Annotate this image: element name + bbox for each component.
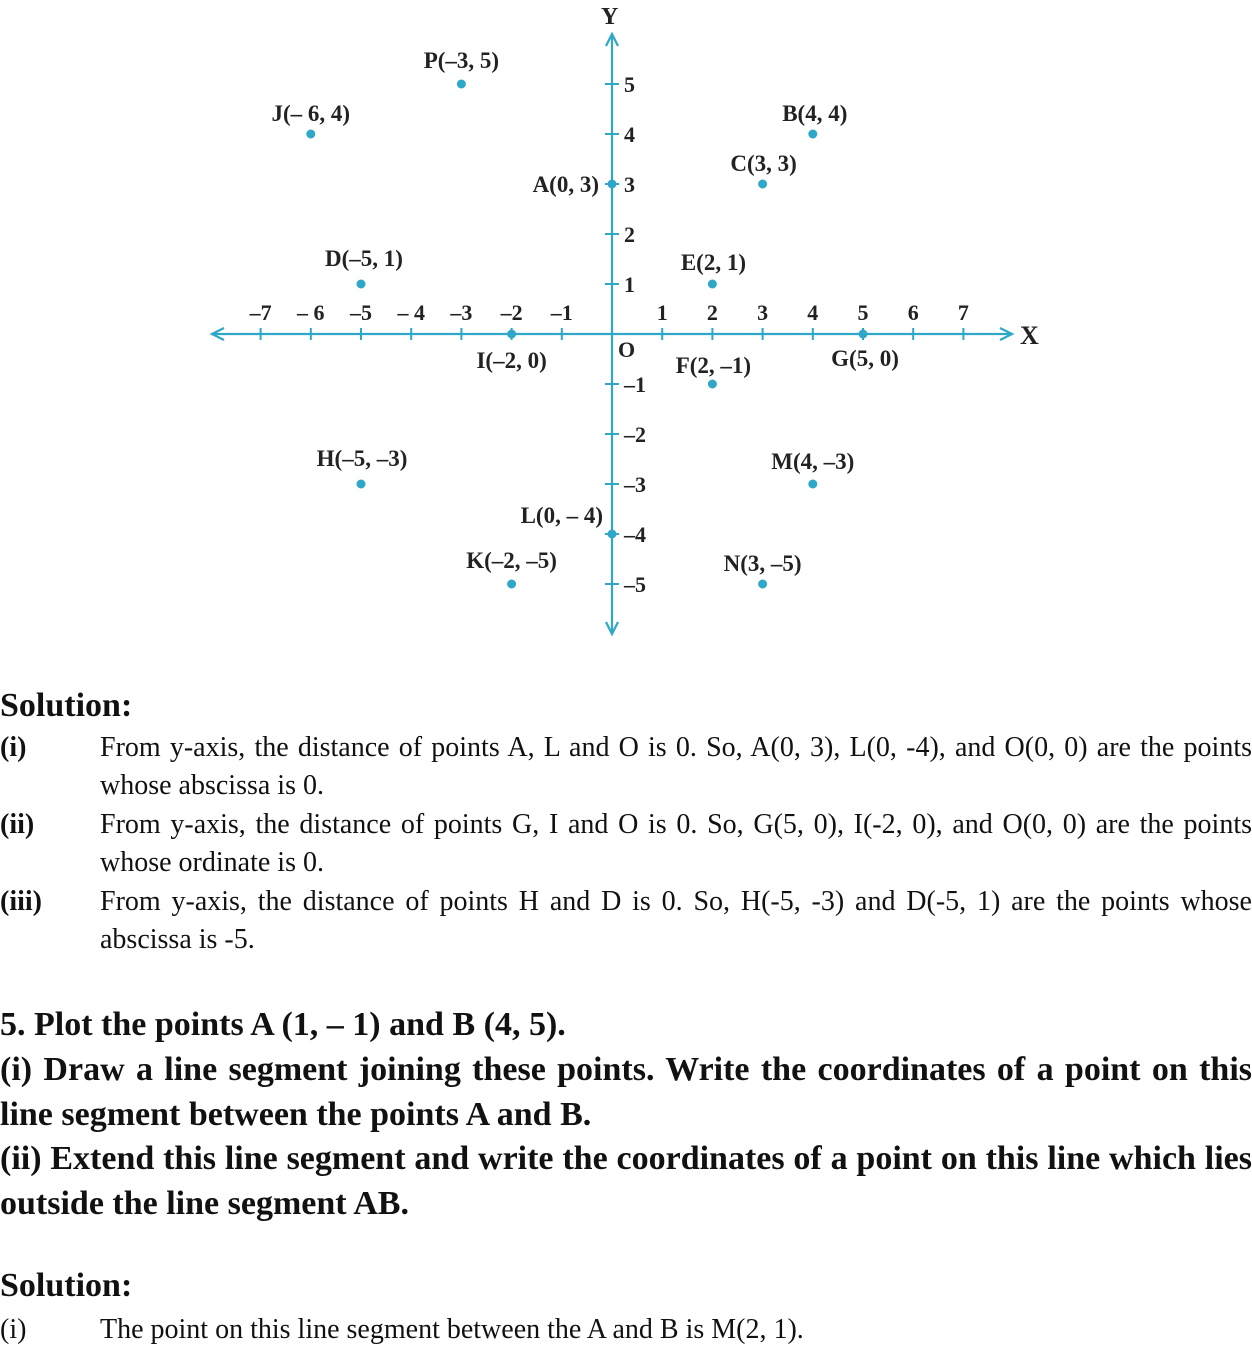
y-tick-label: 2 [624, 222, 635, 247]
item-text: From y-axis, the distance of points A, L and O is 0. So, A(0, 3), L(0, -4), and O(0, 0) are the points whose abscissa is 0. [100, 732, 1252, 801]
x-tick-label: – 6 [297, 300, 325, 325]
point-label-F: F(2, –1) [675, 353, 752, 378]
y-tick-label: –3 [624, 472, 646, 497]
point-B [808, 130, 817, 139]
point-label-P: P(–3, 5) [423, 48, 500, 73]
point-J [306, 130, 315, 139]
point-label-M: M(4, –3) [771, 449, 855, 474]
point-label-E: E(2, 1) [680, 250, 746, 275]
x-tick-label: 2 [706, 300, 718, 325]
solution-heading: Solution: [0, 687, 133, 724]
point-label-K: K(–2, –5) [466, 548, 557, 573]
point-label-H: H(–5, –3) [316, 446, 408, 471]
y-tick-label: 1 [624, 272, 635, 297]
y-tick-label: –4 [624, 522, 646, 547]
y-axis-label: Y [601, 4, 619, 30]
y-tick-label: 4 [624, 122, 635, 147]
point-label-G: G(5, 0) [831, 346, 899, 371]
point-D [357, 280, 366, 289]
point-F [708, 380, 717, 389]
point-label-L: L(0, – 4) [520, 503, 603, 528]
point-label-I: I(–2, 0) [476, 348, 547, 373]
x-tick-label: 5 [857, 300, 869, 325]
question-5-part-ii: (ii) Extend this line segment and write the coordinates of a point on this line which lies outside the line segment AB. [0, 1140, 1252, 1223]
x-tick-label: –7 [249, 300, 272, 325]
point-K [507, 580, 516, 589]
x-tick-label: – 4 [397, 300, 425, 325]
question-5-part-i: (i) Draw a line segment joining these points. Write the coordinates of a point on this line segment between the points A and B. [0, 1050, 1252, 1133]
coordinate-graph [0, 0, 1252, 650]
y-tick-label: –2 [624, 422, 646, 447]
point-E [708, 280, 717, 289]
point-H [357, 480, 366, 489]
point-P [457, 80, 466, 89]
point-N [758, 580, 767, 589]
point-label-D: D(–5, 1) [325, 246, 403, 271]
y-tick-label: 5 [624, 72, 635, 97]
x-tick-label: 7 [957, 300, 969, 325]
y-tick-label: 3 [624, 172, 635, 197]
item-text: The point on this line segment between the A and B is M(2, 1). [100, 1314, 804, 1345]
x-tick-label: –3 [450, 300, 473, 325]
question-5-title: 5. Plot the points A (1, – 1) and B (4, 5). [0, 1006, 566, 1043]
item-text: From y-axis, the distance of points G, I and O is 0. So, G(5, 0), I(-2, 0), and O(0, 0) are the points whose ordinate is 0. [100, 809, 1252, 878]
point-A [608, 180, 617, 189]
x-axis-label: X [1020, 321, 1039, 350]
item-number: (i) [0, 732, 27, 763]
item-text: From y-axis, the distance of points H and D is 0. So, H(-5, -3) and D(-5, 1) are the points whose abscissa is -5. [100, 886, 1252, 955]
point-M [808, 480, 817, 489]
point-label-A: A(0, 3) [532, 172, 599, 197]
x-tick-label: 3 [757, 300, 769, 325]
point-label-C: C(3, 3) [730, 151, 797, 176]
point-label-J: J(– 6, 4) [271, 101, 351, 126]
point-L [608, 530, 617, 539]
origin-label: O [618, 337, 636, 362]
point-label-N: N(3, –5) [723, 551, 802, 576]
solution-heading-2: Solution: [0, 1267, 133, 1304]
point-G [859, 330, 868, 339]
x-tick-label: 6 [907, 300, 919, 325]
x-tick-label: –5 [350, 300, 372, 325]
point-C [758, 180, 767, 189]
item-number: (i) [0, 1314, 27, 1345]
x-tick-label: 1 [656, 300, 668, 325]
question-5 [0, 1003, 1252, 1227]
y-tick-label: –5 [624, 572, 646, 597]
item-number: (iii) [0, 886, 42, 917]
x-tick-label: –2 [500, 300, 523, 325]
item-number: (ii) [0, 809, 35, 840]
point-label-B: B(4, 4) [782, 101, 848, 126]
y-tick-label: –1 [624, 372, 646, 397]
x-tick-label: 4 [807, 300, 819, 325]
point-I [507, 330, 516, 339]
x-tick-label: –1 [550, 300, 573, 325]
